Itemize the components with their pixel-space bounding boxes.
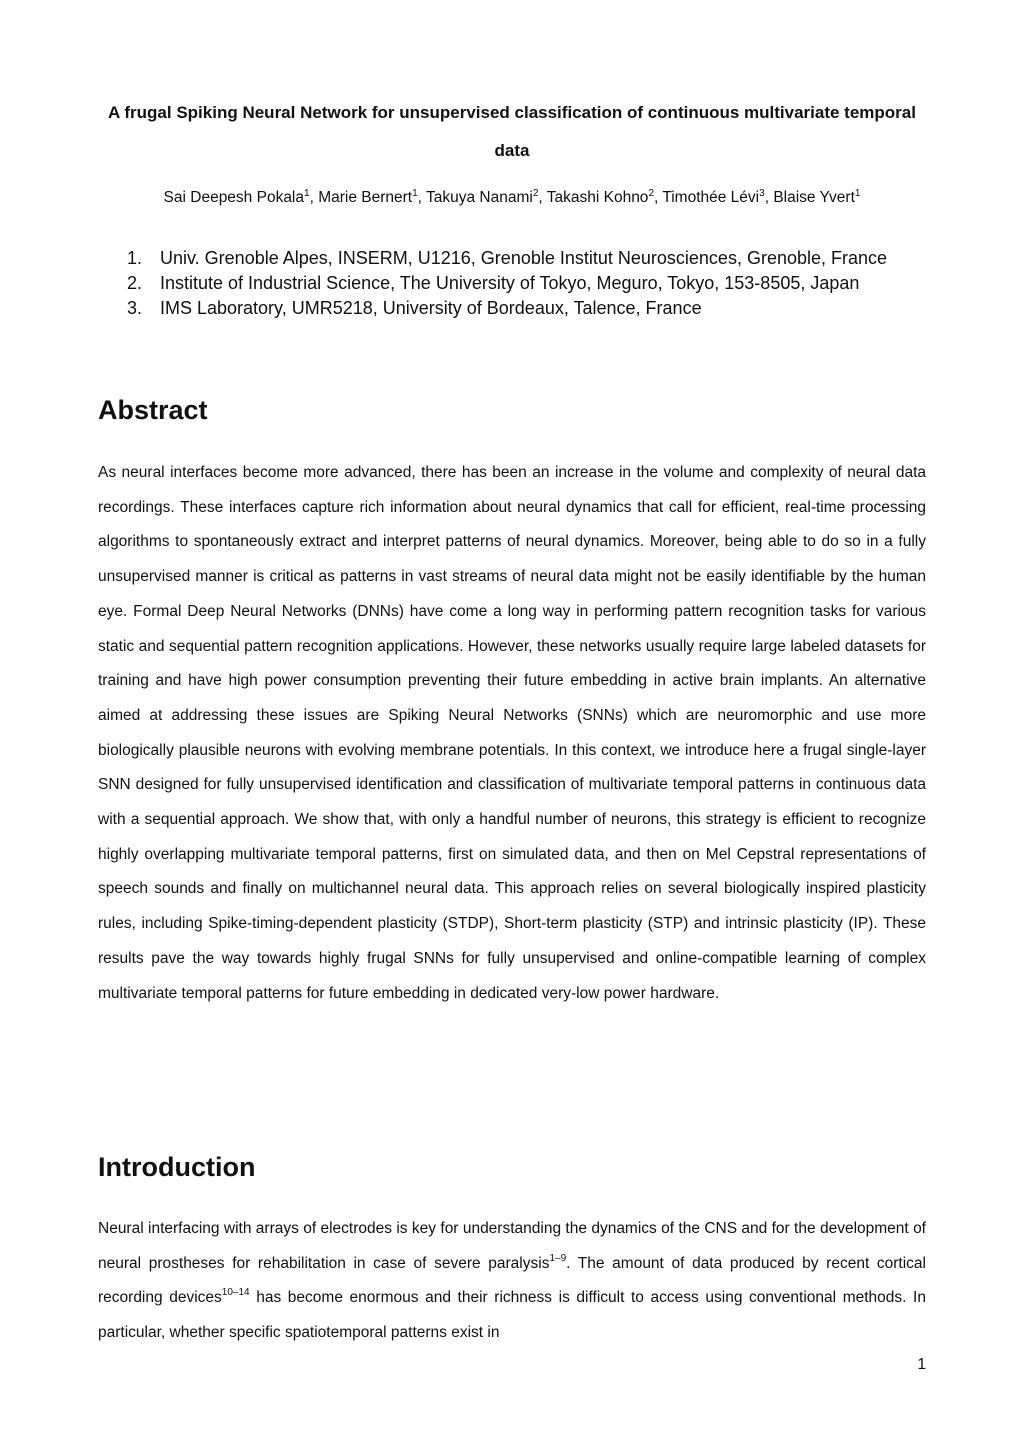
abstract-heading: Abstract: [98, 395, 208, 425]
affiliation-number: 1.: [127, 248, 143, 268]
author-affiliation-mark: 2: [648, 188, 654, 199]
author-name: Takuya Nanami: [426, 189, 533, 206]
author-list: Sai Deepesh Pokala$^1$, Marie Bernert$^1$, Takuya Nanami$^2$, Takashi Kohno$^2$, Timothée Lévi$^3$, Blaise Yvert$^1$: [163, 188, 861, 206]
introduction-text: has become enormous and their richness is difficult to access using conventional methods. In particular, whether specific spatiotemporal patterns exist in: [98, 1289, 926, 1342]
author-name: Sai Deepesh Pokala: [163, 189, 305, 206]
citation-reference: 10–14: [221, 1287, 250, 1299]
affiliation-item: [127, 246, 887, 271]
author-affiliation-mark: 2: [532, 188, 539, 199]
affiliation-text: Institute of Industrial Science, The University of Tokyo, Meguro, Tokyo, 153-8505, Japan: [160, 273, 860, 293]
affiliation-number: 3.: [127, 298, 143, 318]
author-name: Marie Bernert: [318, 189, 413, 206]
affiliation-item: [127, 271, 887, 296]
introduction-heading: Introduction: [98, 1152, 256, 1182]
author-affiliation-mark: 3: [759, 188, 765, 199]
affiliation-item: [127, 296, 887, 321]
abstract-paragraph: As neural interfaces become more advanced, there has been an increase in the volume and complexity of neural data recordings. These interfaces capture rich information about neural dynamics that call for efficient, real-time processing algorithms to spontaneously extract and interpret patterns of neural dynamics. Moreover, being able to do so in a fully unsupervised manner is critical as patterns in vast streams of neural data might not be easily identifiable by the human eye. Formal Deep Neural Networks (DNNs) have come a long way in performing pattern recognition tasks for various static and sequential pattern recognition applications. However, these networks usually require large labeled datasets for training and have high power consumption preventing their future embedding in active brain implants. An alternative aimed at addressing these issues are Spiking Neural Networks (SNNs) which are neuromorphic and use more biologically plausible neurons with evolving membrane potentials. In this context, we introduce here a frugal single-layer SNN designed for fully unsupervised identification and classification of multivariate temporal patterns in continuous data with a sequential approach. We show that, with only a handful number of neurons, this strategy is efficient to recognize highly overlapping multivariate temporal patterns, first on simulated data, and then on Mel Cepstral representations of speech sounds and finally on multichannel neural data. This approach relies on several biologically inspired plasticity rules, including Spike-timing-dependent plasticity (STDP), Short-term plasticity (STP) and intrinsic plasticity (IP). These results pave the way towards highly frugal SNNs for fully unsupervised and online-compatible learning of complex multivariate temporal patterns for future embedding in dedicated very-low power hardware.: [98, 464, 926, 1002]
author-affiliation-mark: 1: [304, 188, 310, 199]
author-affiliation-mark: 1: [854, 188, 861, 199]
affiliation-number: 2.: [127, 273, 143, 293]
introduction-text: . The amount of data produced by recent cortical recording devices: [98, 1254, 926, 1307]
author-name: Blaise Yvert: [773, 189, 855, 206]
author-affiliation-mark: 1: [412, 188, 418, 199]
paper-title: A frugal Spiking Neural Network for unsupervised classification of continuous multivariate temporal data: [108, 103, 916, 160]
affiliation-text: Univ. Grenoble Alpes, INSERM, U1216, Grenoble Institut Neurosciences, Grenoble, France: [160, 248, 888, 268]
citation-reference: 1–9: [549, 1252, 567, 1264]
author-name: Takashi Kohno: [546, 189, 649, 206]
author-name: Timothée Lévi: [662, 189, 760, 206]
page-number: 1: [917, 1356, 926, 1373]
affiliation-text: IMS Laboratory, UMR5218, University of Bordeaux, Talence, France: [160, 298, 702, 318]
introduction-paragraph: [98, 1212, 926, 1351]
affiliation-list: [127, 246, 887, 321]
introduction-text: Neural interfacing with arrays of electrodes is key for understanding the dynamics of the CNS and for the development of neural prostheses for rehabilitation in case of severe paralysis: [98, 1220, 926, 1272]
